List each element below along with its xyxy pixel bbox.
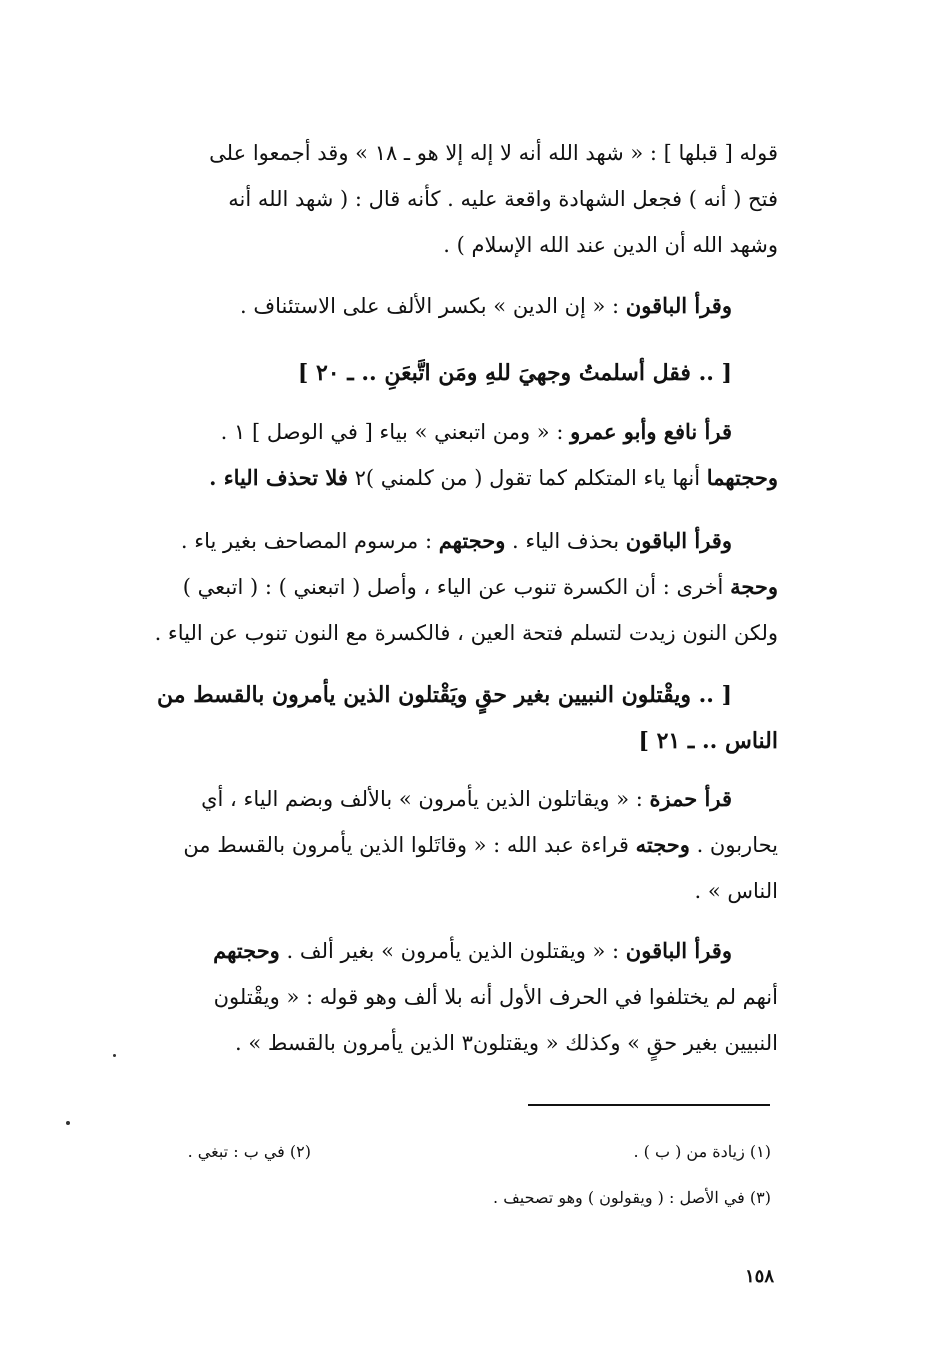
footnote-1: (١) زيادة من ( ب ) .	[633, 1142, 771, 1161]
scan-speck	[66, 1121, 70, 1125]
text-line: أنهم لم يختلفوا في الحرف الأول أنه بلا ألف وهو قوله : « ويقْتلون	[213, 985, 778, 1009]
line-text: : « ومن اتبعني » بياء [ في الوصل ] ١ .	[220, 420, 571, 444]
text-line: ولكن النون زيدت لتسلم فتحة العين ، فالكسرة مع النون تنوب عن الياء .	[154, 621, 778, 645]
paragraph-1	[108, 130, 778, 268]
text-line: فتح ( أنه ) فجعل الشهادة واقعة عليه . كأنه قال : ( شهد الله أنه	[228, 187, 778, 211]
text-line: وشهد الله أن الدين عند الله الإسلام ) .	[443, 233, 778, 257]
argument-label: وحجة	[730, 574, 778, 599]
text-line: قوله [ قبلها ] : « شهد الله أنه لا إله إلا هو ـ ١٨ » وقد أجمعوا على	[209, 141, 778, 165]
argument-label: وحجتهما	[706, 465, 778, 490]
text-line	[108, 455, 778, 501]
paragraph-2	[108, 283, 778, 329]
argument-label: وحجتهم	[213, 938, 280, 963]
line-text: قراءة عبد الله : « وقاتَلوا الذين يأمرون بالقسط من	[183, 833, 636, 857]
reader-name: قرأ حمزة	[649, 786, 732, 811]
text-line: الناس » .	[694, 879, 778, 903]
line-text: : « إن الدين » بكسر الألف على الاستئناف .	[239, 294, 626, 318]
verse-heading-21	[108, 672, 778, 764]
line-text: يحاربون .	[689, 833, 778, 857]
text-line	[108, 822, 778, 868]
reader-name: وقرأ الباقون	[625, 293, 732, 318]
text-line	[108, 928, 778, 974]
paragraph-8	[108, 928, 778, 1066]
paragraph-4	[108, 409, 778, 501]
line-text: : « ويقتلون الذين يأمرون » بغير ألف .	[279, 939, 626, 963]
footnote-separator	[528, 1104, 770, 1106]
paragraph-5	[108, 518, 778, 656]
footnote-2: (٢) في ب : تبغي .	[187, 1142, 311, 1161]
reader-name: قرأ نافع وأبو عمرو	[570, 419, 732, 444]
text-line	[108, 283, 778, 329]
text-line: النبيين بغير حقٍ » وكذلك « ويقتلون٣ الذين يأمرون بالقسط » .	[235, 1031, 778, 1055]
text-line	[108, 564, 778, 610]
paragraph-7	[108, 776, 778, 914]
scan-speck	[113, 1054, 116, 1057]
line-text: : مرسوم المصاحف بغير ياء .	[180, 529, 439, 553]
text-line	[108, 409, 778, 455]
line-text-bold: فلا تحذف الياء .	[209, 465, 348, 490]
reader-name: وقرأ الباقون	[625, 528, 732, 553]
argument-label: وحجته	[635, 832, 690, 857]
page-number: ١٥٨	[744, 1266, 774, 1287]
reader-name: وقرأ الباقون	[625, 938, 732, 963]
text-line	[108, 776, 778, 822]
line-text: : « ويقاتلون الذين يأمرون » بالألف وبضم الياء ، أي	[201, 787, 650, 811]
line-text: أنها ياء المتكلم كما تقول ( من كلمني )٢	[347, 466, 707, 490]
argument-label: وحجتهم	[438, 528, 506, 553]
verse-line: [ .. ويقْتلون النبيين بغير حقٍ ويَقْتلون الذين يأمرون بالقسط من	[157, 682, 732, 708]
line-text: بحذف الياء .	[505, 529, 626, 553]
line-text: أخرى : أن الكسرة تنوب عن الياء ، وأصل ( اتبعني ) : ( اتبعي )	[182, 575, 731, 599]
text-line	[108, 518, 778, 564]
verse-line: [ .. فقل أسلمتُ وجهيَ للهِ ومَن اتَّبعَنِ .. ـ ٢٠ ]	[297, 360, 732, 386]
verse-heading-20	[108, 350, 778, 396]
footnote-3: (٣) في الأصل : ( ويقولون ) وهو تصحيف .	[493, 1188, 771, 1207]
verse-line: الناس .. ـ ٢١ ]	[638, 728, 778, 754]
